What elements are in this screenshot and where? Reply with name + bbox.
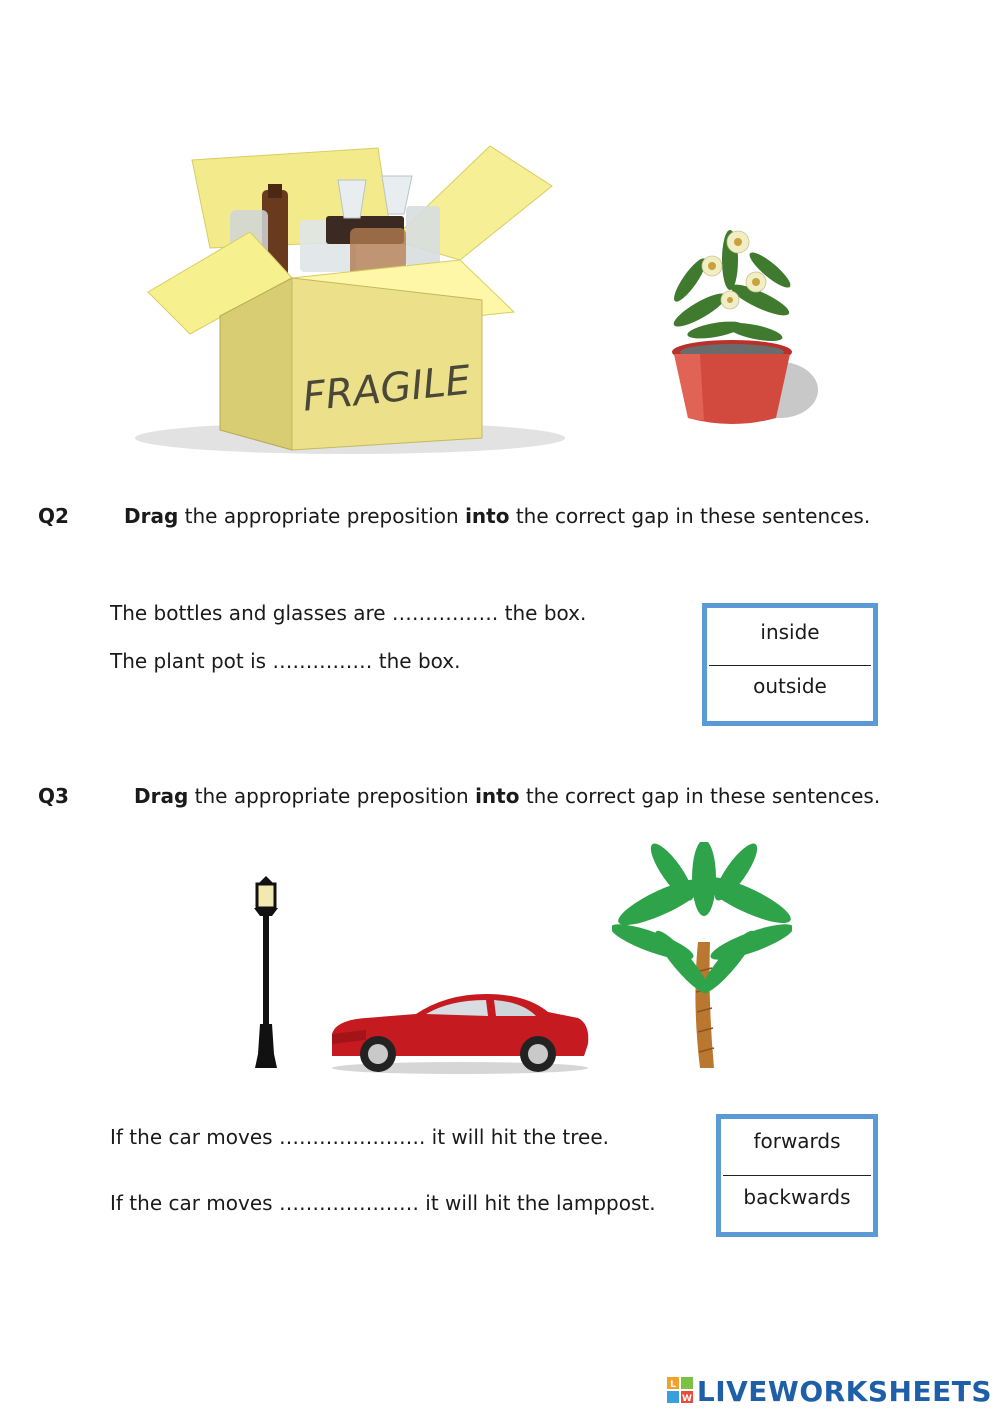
palm-tree-illustration <box>612 842 792 1074</box>
q2-option-outside[interactable]: outside <box>753 674 827 698</box>
q3-sentence-2[interactable]: If the car moves ………………… it will hit the lamppost. <box>110 1191 656 1215</box>
q3-instruction-drag: Drag <box>134 784 189 808</box>
q2-label: Q2 <box>38 504 69 528</box>
q2-word-bank <box>702 603 878 726</box>
q3-instruction <box>134 784 880 808</box>
q2-instruction-part2: the correct gap in these sentences. <box>509 504 871 528</box>
q2-sentence-1[interactable]: The bottles and glasses are ……………. the box. <box>110 601 587 625</box>
plant-pot-illustration <box>660 220 820 430</box>
red-car-illustration <box>326 990 594 1078</box>
liveworksheets-logo <box>667 1374 992 1408</box>
q3-option-forwards[interactable]: forwards <box>753 1129 841 1153</box>
fragile-box-illustration <box>130 140 570 460</box>
logo-icon-letter-l: L <box>670 1380 676 1390</box>
q3-label: Q3 <box>38 784 69 808</box>
q2-instruction-part1: the appropriate preposition <box>178 504 466 528</box>
q2-instruction-drag: Drag <box>124 504 179 528</box>
logo-icon-letter-w: W <box>681 1394 692 1404</box>
q3-instruction-part1: the appropriate preposition <box>188 784 476 808</box>
q2-instruction <box>124 504 870 528</box>
q3-word-divider <box>723 1175 871 1176</box>
q3-option-backwards[interactable]: backwards <box>743 1185 851 1209</box>
q3-sentence-1[interactable]: If the car moves …………………. it will hit the tree. <box>110 1125 610 1149</box>
liveworksheets-logo-text: LIVEWORKSHEETS <box>696 1374 992 1408</box>
q3-instruction-part2: the correct gap in these sentences. <box>519 784 881 808</box>
q3-instruction-into: into <box>475 784 520 808</box>
q2-word-divider <box>709 665 871 666</box>
q2-option-inside[interactable]: inside <box>760 620 820 644</box>
fragile-label: FRAGILE <box>300 357 473 421</box>
liveworksheets-logo-icon <box>667 1377 693 1405</box>
q2-instruction-into: into <box>465 504 510 528</box>
lamppost-illustration <box>246 874 286 1074</box>
q3-word-bank <box>716 1114 878 1237</box>
q2-sentence-2[interactable]: The plant pot is …………… the box. <box>110 649 461 673</box>
